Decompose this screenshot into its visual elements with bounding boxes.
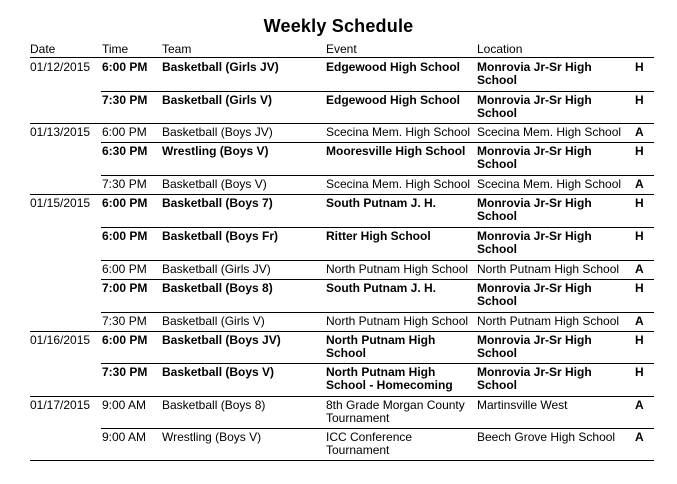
- cell-location: North Putnam High School: [477, 314, 620, 328]
- cell-time: 7:30 PM: [102, 93, 148, 107]
- cell-time: 6:00 PM: [102, 125, 147, 139]
- cell-team: Basketball (Boys 7): [162, 196, 273, 210]
- cell-date: 01/15/2015: [30, 196, 91, 210]
- cell-event: Mooresville High School: [326, 144, 466, 158]
- cell-time: 6:00 PM: [102, 333, 148, 347]
- cell-location: Monrovia Jr-Sr High School: [477, 365, 592, 392]
- cell-home-away: H: [635, 281, 644, 295]
- cell-location: Monrovia Jr-Sr High School: [477, 229, 592, 256]
- cell-event: 8th Grade Morgan County Tournament: [326, 398, 465, 425]
- row-divider: [101, 142, 654, 143]
- row-divider: [101, 312, 654, 313]
- cell-event: Scecina Mem. High School: [326, 177, 471, 191]
- cell-home-away: H: [635, 365, 644, 379]
- row-divider: [30, 123, 654, 124]
- cell-time: 7:30 PM: [102, 177, 147, 191]
- cell-date: 01/12/2015: [30, 60, 91, 74]
- cell-time: 7:30 PM: [102, 314, 147, 328]
- cell-time: 6:30 PM: [102, 144, 148, 158]
- cell-team: Wrestling (Boys V): [162, 144, 269, 158]
- cell-team: Basketball (Boys 8): [162, 398, 266, 412]
- cell-event: North Putnam High School: [326, 314, 469, 328]
- page-title: Weekly Schedule: [263, 16, 414, 36]
- header-divider: [30, 57, 654, 58]
- cell-event: Ritter High School: [326, 229, 431, 243]
- cell-team: Basketball (Boys JV): [162, 125, 273, 139]
- column-header-date: Date: [30, 42, 56, 56]
- cell-team: Basketball (Boys V): [162, 177, 267, 191]
- cell-location: Beech Grove High School: [477, 430, 616, 444]
- cell-date: 01/13/2015: [30, 125, 91, 139]
- cell-location: Monrovia Jr-Sr High School: [477, 60, 592, 87]
- cell-home-away: A: [635, 430, 644, 444]
- cell-time: 9:00 AM: [102, 398, 147, 412]
- column-header-location: Location: [477, 42, 523, 56]
- cell-team: Wrestling (Boys V): [162, 430, 262, 444]
- cell-team: Basketball (Boys JV): [162, 333, 281, 347]
- cell-home-away: H: [635, 196, 644, 210]
- cell-event: ICC Conference Tournament: [326, 430, 413, 457]
- row-divider: [30, 460, 654, 461]
- cell-time: 6:00 PM: [102, 196, 148, 210]
- cell-location: Scecina Mem. High School: [477, 177, 622, 191]
- cell-location: Monrovia Jr-Sr High School: [477, 281, 592, 308]
- cell-event: Edgewood High School: [326, 60, 460, 74]
- cell-location: Scecina Mem. High School: [477, 125, 622, 139]
- cell-home-away: A: [635, 398, 644, 412]
- row-divider: [30, 396, 654, 397]
- cell-home-away: H: [635, 229, 644, 243]
- row-divider: [101, 279, 654, 280]
- row-divider: [101, 175, 654, 176]
- cell-home-away: A: [635, 125, 644, 139]
- column-header-time: Time: [102, 42, 129, 56]
- cell-event: North Putnam High School - Homecoming: [326, 365, 453, 392]
- cell-home-away: H: [635, 333, 644, 347]
- cell-location: Martinsville West: [477, 398, 568, 412]
- row-divider: [101, 428, 654, 429]
- row-divider: [101, 260, 654, 261]
- cell-team: Basketball (Girls JV): [162, 60, 279, 74]
- cell-event: North Putnam High School: [326, 262, 469, 276]
- cell-home-away: H: [635, 144, 644, 158]
- cell-location: Monrovia Jr-Sr High School: [477, 144, 592, 171]
- cell-home-away: A: [635, 314, 644, 328]
- cell-home-away: H: [635, 93, 644, 107]
- cell-home-away: A: [635, 177, 644, 191]
- cell-home-away: A: [635, 262, 644, 276]
- cell-team: Basketball (Girls V): [162, 93, 273, 107]
- cell-location: Monrovia Jr-Sr High School: [477, 333, 592, 360]
- row-divider: [30, 331, 654, 332]
- column-header-team: Team: [162, 42, 192, 56]
- cell-event: Edgewood High School: [326, 93, 460, 107]
- cell-event: South Putnam J. H.: [326, 196, 437, 210]
- cell-time: 9:00 AM: [102, 430, 147, 444]
- column-header-event: Event: [326, 42, 357, 56]
- cell-time: 6:00 PM: [102, 229, 148, 243]
- row-divider: [30, 194, 654, 195]
- cell-team: Basketball (Boys Fr): [162, 229, 279, 243]
- cell-location: Monrovia Jr-Sr High School: [477, 196, 592, 223]
- cell-team: Basketball (Girls V): [162, 314, 265, 328]
- row-divider: [101, 363, 654, 364]
- cell-event: Scecina Mem. High School: [326, 125, 471, 139]
- cell-location: North Putnam High School: [477, 262, 620, 276]
- row-divider: [101, 227, 654, 228]
- cell-time: 7:00 PM: [102, 281, 148, 295]
- cell-time: 6:00 PM: [102, 262, 147, 276]
- cell-team: Basketball (Boys 8): [162, 281, 273, 295]
- row-divider: [101, 91, 654, 92]
- cell-home-away: H: [635, 60, 644, 74]
- table-header: [0, 42, 677, 57]
- cell-team: Basketball (Boys V): [162, 365, 275, 379]
- cell-event: North Putnam High School: [326, 333, 436, 360]
- cell-event: South Putnam J. H.: [326, 281, 437, 295]
- cell-team: Basketball (Girls JV): [162, 262, 271, 276]
- cell-date: 01/17/2015: [30, 398, 91, 412]
- cell-location: Monrovia Jr-Sr High School: [477, 93, 592, 120]
- cell-time: 6:00 PM: [102, 60, 148, 74]
- cell-time: 7:30 PM: [102, 365, 148, 379]
- cell-date: 01/16/2015: [30, 333, 91, 347]
